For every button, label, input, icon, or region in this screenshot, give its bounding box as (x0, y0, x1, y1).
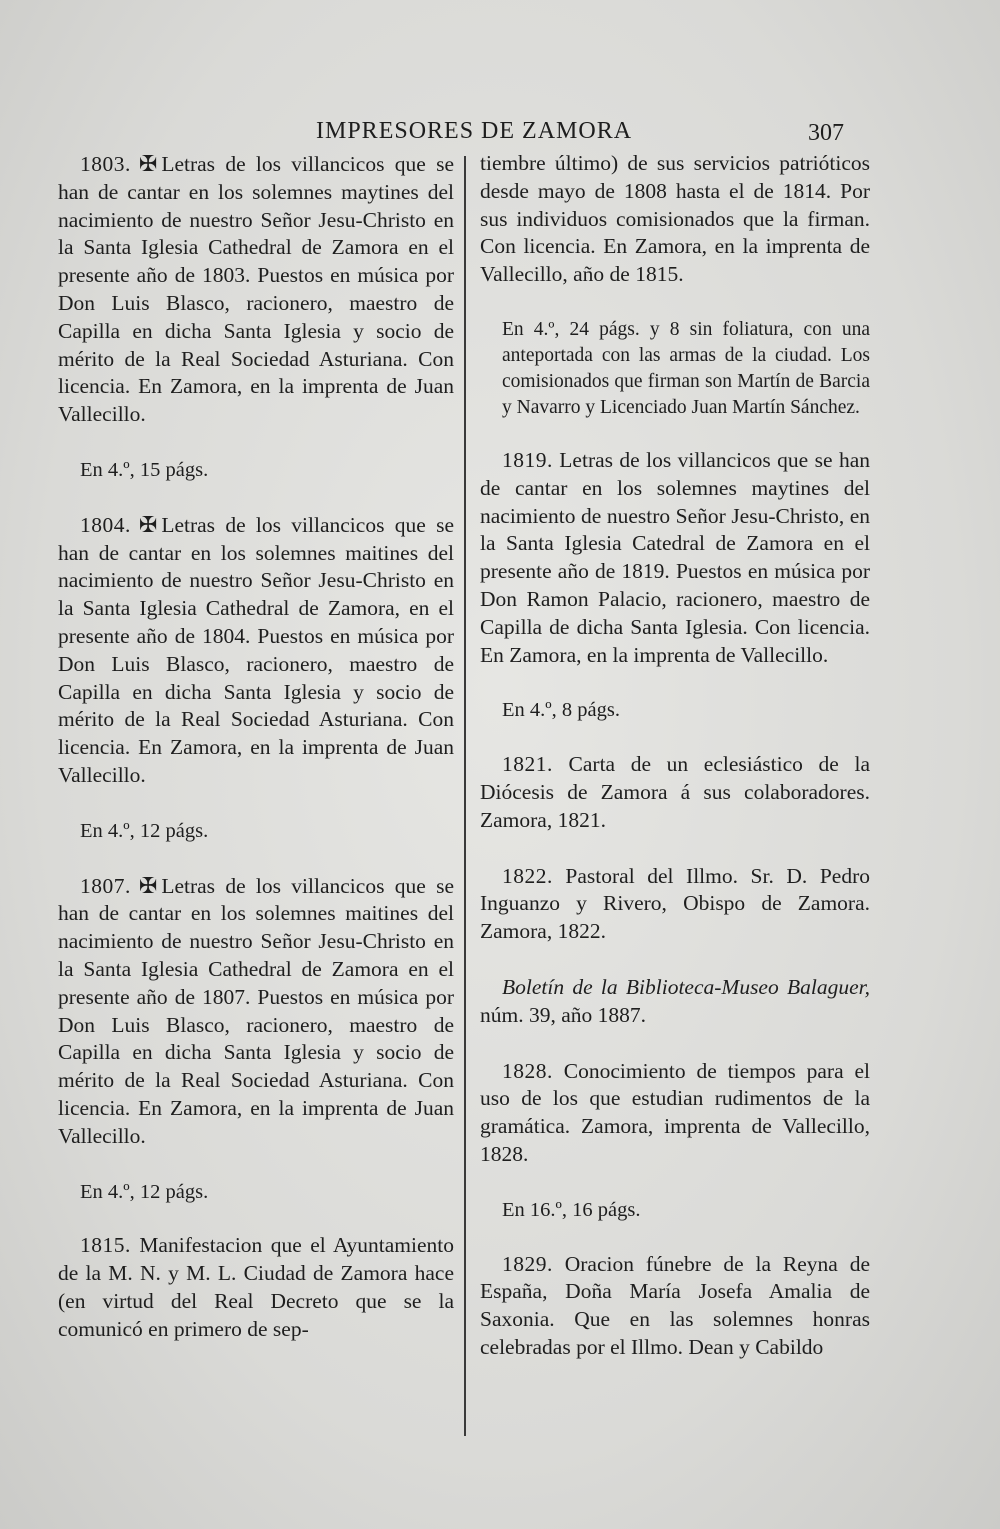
entry-body: Oracion fúnebre de la Reyna de España, Doña María Josefa Amalia de Saxonia. Que en las solemnes honras celebradas por el Illmo. Dean y Cabildo (480, 1251, 871, 1359)
entry-text (480, 447, 870, 669)
entry-1807-format: En 4.º, 12 págs. (80, 1180, 209, 1203)
entry-year: 1807. (80, 873, 131, 898)
entry-text (480, 1058, 870, 1169)
column-divider (464, 156, 466, 1436)
entry-1804-format: En 4.º, 12 págs. (80, 819, 209, 842)
entry-year: 1828. (502, 1058, 553, 1083)
entry-year: 1804. (80, 512, 131, 537)
entry-text (58, 1232, 454, 1343)
entry-body: Letras de los villancicos que se han de cantar en los solemnes maytines del nacimiento de nuestro Señor Jesu-Christo en la Santa Iglesia Cathedral de Zamora en el presente año de 1803. Puestos en música por Don Luis Blasco, racionero, maestro de Capilla en dicha Santa Iglesia y socio de mérito de la Real Sociedad Asturiana. Con licencia. En Zamora, en la imprenta de Juan Vallecillo. (58, 152, 454, 427)
entry-body: Conocimiento de tiempos para el uso de los que estudian rudimentos de la gramática. Zamora, imprenta de Vallecillo, 1828. (480, 1058, 871, 1166)
entry-body: Pastoral del Illmo. Sr. D. Pedro Inguanzo y Rivero, Obispo de Zamora. Zamora, 1822. (480, 863, 870, 944)
page-number: 307 (808, 120, 844, 146)
entry-body: Manifestacion que el Ayuntamiento de la M. N. y M. L. Ciudad de Zamora hace (en virtud del Real Decreto que se la comunicó en primero de sep- (58, 1233, 455, 1341)
entry-1803 (58, 150, 454, 429)
entry-body: Letras de los villancicos que se han de cantar en los solemnes maytines del nacimiento de nuestro Señor Jesu-Christo, en la Santa Iglesia Catedral de Zamora en el presente año de 1819. Puestos en música por Don Ramon Palacio, racionero, maestro de Capilla de dicha Santa Iglesia. Con licencia. En Zamora, en la imprenta de Vallecillo. (480, 447, 870, 667)
entry-1828 (480, 1058, 870, 1169)
running-title: IMPRESORES DE ZAMORA (316, 118, 633, 144)
cross-icon: ✠ (138, 511, 158, 537)
source-reference (480, 974, 870, 1030)
left-column (58, 150, 454, 1371)
entry-text (480, 863, 870, 946)
entry-text (58, 872, 454, 1151)
entry-year: 1829. (502, 1251, 553, 1276)
entry-1815-format: En 4.º, 24 págs. y 8 sin foliatura, con una anteportada con las armas de la ciudad. Los comisionados que firman son Martín de Barcia y Navarro y Licenciado Juan Martín Sánchez. (502, 318, 870, 418)
entry-text (58, 511, 454, 790)
entry-1822 (480, 863, 870, 946)
entry-body: Carta de un eclesiástico de la Diócesis de Zamora á sus colaboradores. Zamora, 1821. (480, 752, 870, 832)
reference-title: Boletín de la Biblioteca-Museo Balaguer, (502, 974, 870, 999)
entry-1815-continued (480, 150, 870, 289)
entry-1819-format: En 4.º, 8 págs. (502, 699, 620, 722)
entry-1815 (58, 1232, 454, 1343)
cross-icon: ✠ (138, 872, 158, 898)
entry-body: Letras de los villancicos que se han de cantar en los solemnes maitines del nacimiento de nuestro Señor Jesu-Christo en la Santa Iglesia Cathedral de Zamora, en el presente año de 1804. Puestos en música por Don Luis Blasco, racionero, maestro de Capilla en dicha Santa Iglesia y socio de mérito de la Real Sociedad Asturiana. Con licencia. En Zamora, en la imprenta de Juan Vallecillo. (58, 512, 454, 787)
entry-1807 (58, 872, 454, 1151)
right-column (480, 150, 870, 1390)
reference-details: núm. 39, año 1887. (480, 1002, 647, 1027)
entry-year: 1819. (502, 447, 553, 472)
entry-body: tiembre último) de sus servicios patrióticos desde mayo de 1808 hasta el de 1814. Por sus individuos comisionados que la firman. Con licencia. En Zamora, en la imprenta de Vallecillo, año de 1815. (480, 151, 870, 287)
entry-year: 1815. (80, 1233, 131, 1258)
page-header (0, 118, 1000, 152)
entry-1829 (480, 1251, 870, 1362)
entry-year: 1821. (502, 752, 553, 777)
entry-1819 (480, 447, 870, 669)
entry-1821 (480, 751, 870, 834)
entry-text (480, 1251, 870, 1362)
entry-year: 1822. (502, 863, 553, 888)
reference-text (480, 974, 870, 1030)
entry-1803-format: En 4.º, 15 págs. (80, 458, 209, 481)
entry-1828-format: En 16.º, 16 págs. (502, 1198, 641, 1221)
entry-year: 1803. (80, 152, 131, 176)
cross-icon: ✠ (138, 151, 158, 176)
entry-1804 (58, 511, 454, 790)
entry-text (58, 150, 454, 429)
entry-body: Letras de los villancicos que se han de cantar en los solemnes maitines del nacimiento de nuestro Señor Jesu-Christo en la Santa Iglesia Cathedral de Zamora en el presente año de 1807. Puestos en música por Don Luis Blasco, racionero, maestro de Capilla en dicha Santa Iglesia y socio de mérito de la Real Sociedad Asturiana. Con licencia. En Zamora, en la imprenta de Juan Vallecillo. (58, 873, 454, 1148)
entry-text (480, 751, 870, 834)
